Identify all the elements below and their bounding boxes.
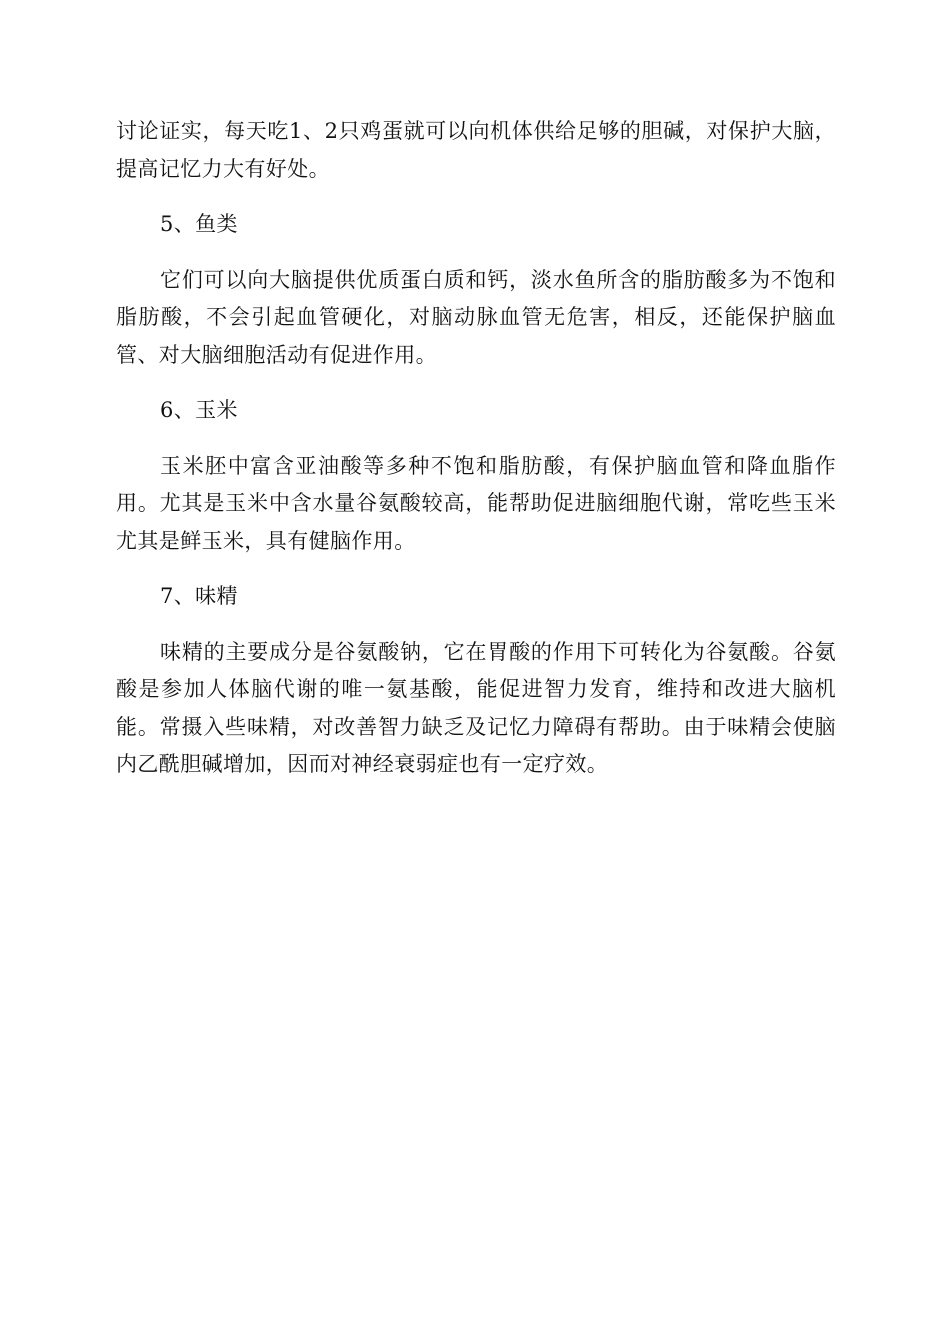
paragraph-fish: 它们可以向大脑提供优质蛋白质和钙，淡水鱼所含的脂肪酸多为不饱和脂肪酸，不会引起血管硬化，对脑动脉血管无危害，相反，还能保护脑血管、对大脑细胞活动有促进作用。 [116,267,836,367]
section-heading-msg: 7、味精 [160,584,238,608]
document-body [116,113,836,802]
section-heading-corn: 6、玉米 [160,398,238,422]
section-heading-fish: 5、鱼类 [160,212,238,236]
paragraph-eggs-continued: 讨论证实，每天吃1、2只鸡蛋就可以向机体供给足够的胆碱，对保护大脑，提高记忆力大有好处。 [116,119,836,181]
paragraph-corn: 玉米胚中富含亚油酸等多种不饱和脂肪酸，有保护脑血管和降血脂作用。尤其是玉米中含水量谷氨酸较高，能帮助促进脑细胞代谢，常吃些玉米尤其是鲜玉米，具有健脑作用。 [116,453,836,553]
paragraph-msg: 味精的主要成分是谷氨酸钠，它在胃酸的作用下可转化为谷氨酸。谷氨酸是参加人体脑代谢的唯一氨基酸，能促进智力发育，维持和改进大脑机能。常摄入些味精，对改善智力缺乏及记忆力障碍有帮助。由于味精会使脑内乙酰胆碱增加，因而对神经衰弱症也有一定疗效。 [116,639,836,776]
